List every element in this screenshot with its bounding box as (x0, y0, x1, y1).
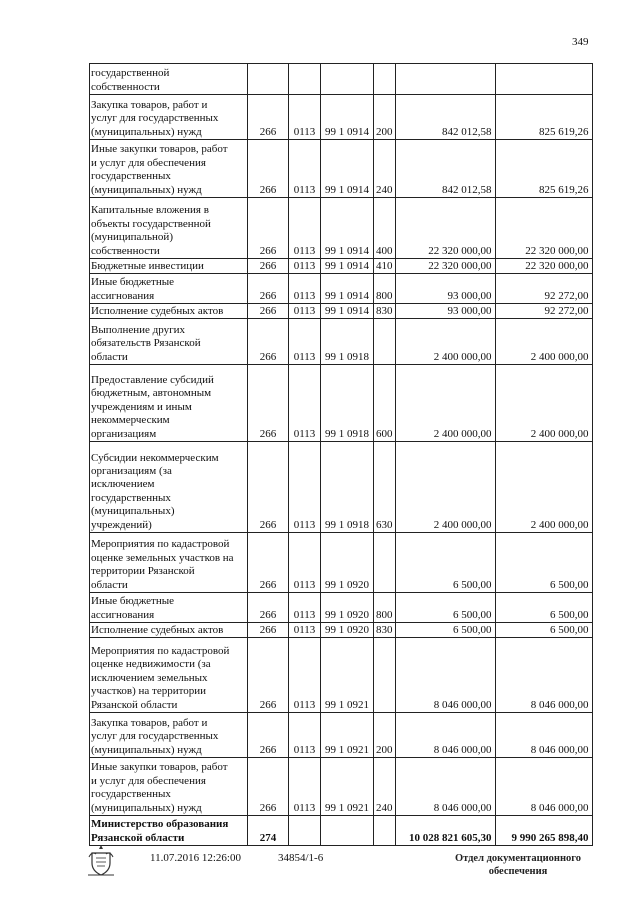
row-amount-year2: 825 619,26 (495, 140, 592, 198)
row-target-article (321, 816, 374, 846)
table-row (90, 304, 593, 319)
row-ved-code: 266 (248, 304, 289, 319)
row-ved-code: 266 (248, 593, 289, 623)
row-ved-code: 266 (248, 533, 289, 593)
row-name-cell: Бюджетные инвестиции (90, 259, 248, 274)
row-amount-year1: 2 400 000,00 (395, 365, 495, 442)
row-target-article: 99 1 0914 (321, 95, 374, 140)
row-target-article: 99 1 0921 (321, 758, 374, 816)
row-section-code: 0113 (289, 365, 321, 442)
table-row (90, 442, 593, 533)
row-expense-type: 800 (374, 274, 396, 304)
row-name-cell: Предоставление субсидий бюджетным, автономным учреждениям и иным некоммерческим организациям (90, 365, 248, 442)
row-section-code: 0113 (289, 638, 321, 713)
row-amount-year2: 825 619,26 (495, 95, 592, 140)
row-expense-type: 240 (374, 140, 396, 198)
row-section-code: 0113 (289, 442, 321, 533)
row-target-article: 99 1 0914 (321, 304, 374, 319)
footer-datetime: 11.07.2016 12:26:00 (150, 852, 241, 864)
row-amount-year1: 8 046 000,00 (395, 638, 495, 713)
row-expense-type: 200 (374, 95, 396, 140)
row-section-code: 0113 (289, 198, 321, 259)
row-target-article: 99 1 0921 (321, 638, 374, 713)
row-target-article: 99 1 0921 (321, 713, 374, 758)
row-amount-year1: 22 320 000,00 (395, 259, 495, 274)
row-target-article: 99 1 0914 (321, 198, 374, 259)
row-ved-code: 266 (248, 95, 289, 140)
row-name-cell: Закупка товаров, работ и услуг для государственных (муниципальных) нужд (90, 95, 248, 140)
row-name-cell: Иные закупки товаров, работ и услуг для обеспечения государственных (муниципальных) нужд (90, 140, 248, 198)
row-name-cell: Выполнение других обязательств Рязанской области (90, 319, 248, 365)
row-amount-year2: 2 400 000,00 (495, 319, 592, 365)
row-name-cell: Мероприятия по кадастровой оценке недвижимости (за исключением земельных участков) на территории Рязанской области (90, 638, 248, 713)
row-amount-year2: 22 320 000,00 (495, 259, 592, 274)
row-section-code: 0113 (289, 140, 321, 198)
table-row (90, 274, 593, 304)
row-amount-year1: 8 046 000,00 (395, 713, 495, 758)
table-row (90, 623, 593, 638)
row-ved-code: 266 (248, 259, 289, 274)
row-name-cell: государственной собственности (90, 64, 248, 95)
row-amount-year2: 9 990 265 898,40 (495, 816, 592, 846)
coat-of-arms-icon (86, 843, 116, 877)
footer-reg-number: 34854/1-6 (278, 852, 324, 864)
row-ved-code (248, 64, 289, 95)
row-expense-type: 240 (374, 758, 396, 816)
row-target-article: 99 1 0918 (321, 442, 374, 533)
row-name-cell: Мероприятия по кадастровой оценке земельных участков на территории Рязанской области (90, 533, 248, 593)
table-row (90, 319, 593, 365)
row-ved-code: 266 (248, 319, 289, 365)
row-amount-year1: 842 012,58 (395, 140, 495, 198)
row-amount-year1: 2 400 000,00 (395, 442, 495, 533)
row-section-code: 0113 (289, 95, 321, 140)
row-ved-code: 266 (248, 638, 289, 713)
row-amount-year2: 2 400 000,00 (495, 365, 592, 442)
row-section-code: 0113 (289, 533, 321, 593)
table-row (90, 533, 593, 593)
row-expense-type: 600 (374, 365, 396, 442)
table-row (90, 259, 593, 274)
table-row (90, 593, 593, 623)
row-ved-code: 266 (248, 140, 289, 198)
table-row (90, 638, 593, 713)
table-row (90, 140, 593, 198)
row-amount-year2: 6 500,00 (495, 623, 592, 638)
row-amount-year1: 6 500,00 (395, 623, 495, 638)
table-row (90, 64, 593, 95)
row-name-cell: Министерство образования Рязанской области (90, 816, 248, 846)
row-section-code: 0113 (289, 758, 321, 816)
row-amount-year2: 8 046 000,00 (495, 713, 592, 758)
row-ved-code: 266 (248, 758, 289, 816)
row-section-code (289, 64, 321, 95)
row-section-code: 0113 (289, 304, 321, 319)
row-ved-code: 266 (248, 198, 289, 259)
row-amount-year1: 6 500,00 (395, 593, 495, 623)
row-target-article: 99 1 0920 (321, 623, 374, 638)
row-expense-type: 400 (374, 198, 396, 259)
row-expense-type: 630 (374, 442, 396, 533)
row-target-article: 99 1 0918 (321, 319, 374, 365)
table-row (90, 95, 593, 140)
table-row (90, 758, 593, 816)
table-row (90, 816, 593, 846)
row-amount-year2: 22 320 000,00 (495, 198, 592, 259)
row-ved-code: 266 (248, 623, 289, 638)
row-amount-year2: 8 046 000,00 (495, 638, 592, 713)
row-section-code: 0113 (289, 319, 321, 365)
row-amount-year1: 10 028 821 605,30 (395, 816, 495, 846)
row-ved-code: 266 (248, 365, 289, 442)
page-number: 349 (572, 36, 589, 48)
row-amount-year2 (495, 64, 592, 95)
row-section-code: 0113 (289, 713, 321, 758)
row-section-code: 0113 (289, 259, 321, 274)
row-amount-year2: 6 500,00 (495, 593, 592, 623)
row-amount-year1: 93 000,00 (395, 304, 495, 319)
footer-department: Отдел документационного обеспечения (454, 853, 582, 877)
row-target-article: 99 1 0920 (321, 533, 374, 593)
row-expense-type: 410 (374, 259, 396, 274)
row-name-cell: Закупка товаров, работ и услуг для государственных (муниципальных) нужд (90, 713, 248, 758)
row-amount-year2: 2 400 000,00 (495, 442, 592, 533)
row-expense-type: 800 (374, 593, 396, 623)
row-target-article: 99 1 0914 (321, 140, 374, 198)
row-expense-type (374, 64, 396, 95)
row-target-article: 99 1 0918 (321, 365, 374, 442)
row-target-article (321, 64, 374, 95)
row-name-cell: Иные бюджетные ассигнования (90, 274, 248, 304)
row-ved-code: 266 (248, 274, 289, 304)
row-target-article: 99 1 0914 (321, 259, 374, 274)
row-expense-type (374, 319, 396, 365)
row-amount-year1: 6 500,00 (395, 533, 495, 593)
row-section-code: 0113 (289, 593, 321, 623)
row-ved-code: 266 (248, 442, 289, 533)
row-target-article: 99 1 0914 (321, 274, 374, 304)
table-row (90, 713, 593, 758)
row-amount-year1: 2 400 000,00 (395, 319, 495, 365)
table-row (90, 198, 593, 259)
row-expense-type: 830 (374, 304, 396, 319)
row-name-cell: Иные бюджетные ассигнования (90, 593, 248, 623)
row-section-code: 0113 (289, 274, 321, 304)
row-name-cell: Иные закупки товаров, работ и услуг для обеспечения государственных (муниципальных) нужд (90, 758, 248, 816)
row-amount-year1: 842 012,58 (395, 95, 495, 140)
row-expense-type (374, 638, 396, 713)
row-ved-code: 274 (248, 816, 289, 846)
row-ved-code: 266 (248, 713, 289, 758)
row-amount-year2: 92 272,00 (495, 304, 592, 319)
row-amount-year1: 93 000,00 (395, 274, 495, 304)
row-expense-type: 200 (374, 713, 396, 758)
row-amount-year2: 8 046 000,00 (495, 758, 592, 816)
row-amount-year1: 8 046 000,00 (395, 758, 495, 816)
budget-table (89, 63, 593, 846)
row-expense-type (374, 816, 396, 846)
row-target-article: 99 1 0920 (321, 593, 374, 623)
row-section-code: 0113 (289, 623, 321, 638)
row-expense-type: 830 (374, 623, 396, 638)
row-name-cell: Исполнение судебных актов (90, 623, 248, 638)
row-section-code (289, 816, 321, 846)
table-row (90, 365, 593, 442)
row-amount-year1: 22 320 000,00 (395, 198, 495, 259)
budget-rows (90, 64, 593, 846)
row-amount-year1 (395, 64, 495, 95)
row-name-cell: Капитальные вложения в объекты государственной (муниципальной) собственности (90, 198, 248, 259)
row-name-cell: Субсидии некоммерческим организациям (за исключением государственных (муниципальных) учреждений) (90, 442, 248, 533)
row-amount-year2: 92 272,00 (495, 274, 592, 304)
row-amount-year2: 6 500,00 (495, 533, 592, 593)
row-expense-type (374, 533, 396, 593)
row-name-cell: Исполнение судебных актов (90, 304, 248, 319)
